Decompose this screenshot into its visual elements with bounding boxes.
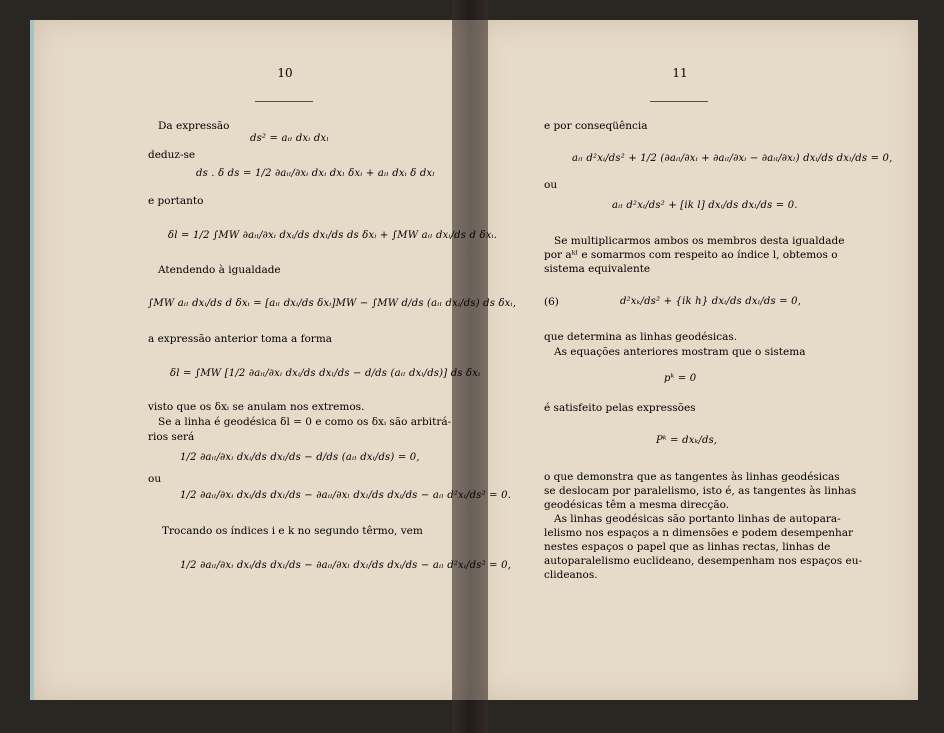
- equation: pᵏ = 0: [664, 373, 697, 384]
- equation: ∫MW aᵢₗ dxᵢ/ds d δxᵢ = [aᵢₗ dxᵢ/ds δxᵢ]MW − ∫MW d/ds (aᵢₗ dxᵢ/ds) ds δxᵢ,: [148, 298, 517, 309]
- text-line: Se multiplicarmos ambos os membros desta igualdade: [554, 235, 845, 247]
- equation: δl = 1/2 ∫MW ∂aᵢₗ/∂xᵢ dxᵢ/ds dxₗ/ds ds δxᵢ + ∫MW aᵢₗ dxᵢ/ds d δxᵢ.: [168, 230, 498, 241]
- text-line: autoparalelismo euclideano, desempenham nos espaços eu-: [544, 555, 862, 567]
- right-page-number: 11: [672, 66, 688, 80]
- text-line: As linhas geodésicas são portanto linhas de autoparа-: [554, 513, 841, 525]
- text-line: a expressão anterior toma a forma: [148, 333, 333, 345]
- equation: ds . δ ds = 1/2 ∂aᵢₗ/∂xᵢ dxᵢ dxₗ δxᵢ + aᵢₗ dxᵢ δ dxₗ: [196, 168, 435, 179]
- text-line: é satisfeito pelas expressões: [544, 402, 696, 414]
- text-line: ou: [544, 179, 558, 191]
- text-line: e por conseqüência: [544, 120, 648, 132]
- equation: 1/2 ∂aᵢₗ/∂xᵢ dxᵢ/ds dxₗ/ds − ∂aᵢₗ/∂xₗ dxₗ/ds dxᵢ/ds − aᵢₗ d²xᵢ/ds² = 0,: [180, 560, 512, 571]
- left-page-number: 10: [277, 66, 293, 80]
- text-line: ou: [148, 473, 162, 485]
- text-line: sistema equivalente: [544, 263, 651, 275]
- equation: 1/2 ∂aᵢₗ/∂xᵢ dxᵢ/ds dxₗ/ds − ∂aᵢₗ/∂xₗ dxₗ/ds dxᵢ/ds − aᵢₗ d²xᵢ/ds² = 0.: [180, 490, 512, 501]
- text-line: Se a linha é geodésica δl = 0 e como os δxᵢ são arbitrá-: [158, 416, 452, 428]
- text-line: deduz-se: [148, 149, 196, 161]
- text-line: por aᵏˡ e somarmos com respeito ao índice l, obtemos o: [544, 249, 838, 261]
- equation: d²xₖ/ds² + {ik h} dxᵢ/ds dxₗ/ds = 0,: [620, 296, 802, 307]
- left-page: [30, 20, 480, 700]
- equation: Pᵏ = dxₖ/ds,: [656, 435, 718, 446]
- text-line: Trocando os índices i e k no segundo têrmo, vem: [162, 525, 423, 537]
- text-line: o que demonstra que as tangentes às linhas geodésicas: [544, 471, 840, 483]
- text-line: clideanos.: [544, 569, 598, 581]
- text-line: Da expressão: [158, 120, 230, 132]
- book-gutter: [452, 0, 488, 733]
- text-line: rios será: [148, 431, 195, 443]
- text-line: As equações anteriores mostram que o sistema: [554, 346, 806, 358]
- left-header-rule: [255, 101, 313, 102]
- text-line: e portanto: [148, 195, 204, 207]
- text-line: nestes espaços o papel que as linhas rectas, linhas de: [544, 541, 831, 553]
- equation: δl = ∫MW [1/2 ∂aᵢₗ/∂xᵢ dxᵢ/ds dxₗ/ds − d/ds (aᵢₗ dxᵢ/ds)] ds δxᵢ: [170, 368, 481, 379]
- text-line: visto que os δxᵢ se anulam nos extremos.: [148, 401, 365, 413]
- equation: ds² = aᵢₗ dxᵢ dxₗ: [250, 133, 329, 144]
- text-line: Atendendo à igualdade: [158, 264, 281, 276]
- equation: aᵢₗ d²xᵢ/ds² + 1/2 (∂aᵢₗ/∂xᵢ + ∂aᵢₗ/∂xᵢ − ∂aᵢₗ/∂xₗ) dxᵢ/ds dxₗ/ds = 0,: [572, 153, 893, 164]
- right-header-rule: [650, 101, 708, 102]
- text-line: lelismo nos espaços a n dimensões e podem desempenhar: [544, 527, 854, 539]
- text-line: que determina as linhas geodésicas.: [544, 331, 738, 343]
- text-line: geodésicas têm a mesma direcção.: [544, 499, 730, 511]
- equation: aᵢₗ d²xᵢ/ds² + [ik l] dxᵢ/ds dxₗ/ds = 0.: [612, 200, 798, 211]
- equation: 1/2 ∂aᵢₗ/∂xᵢ dxᵢ/ds dxₗ/ds − d/ds (aᵢₗ dxᵢ/ds) = 0,: [180, 452, 420, 463]
- equation-number: (6): [544, 296, 559, 308]
- text-line: se deslocam por paralelismo, isto é, as tangentes às linhas: [544, 485, 857, 497]
